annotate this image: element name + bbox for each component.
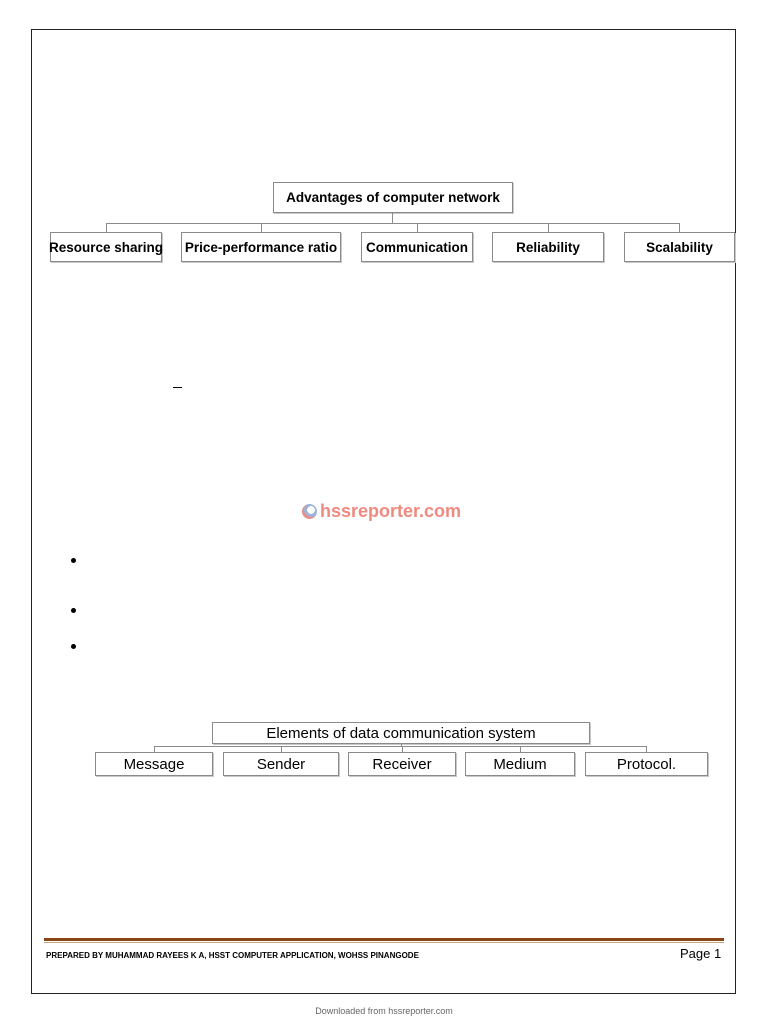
element-receiver: Receiver xyxy=(348,752,456,776)
footer-rule xyxy=(44,938,724,941)
element-message: Message xyxy=(95,752,213,776)
download-note: Downloaded from hssreporter.com xyxy=(315,1006,453,1016)
element-sender: Sender xyxy=(223,752,339,776)
advantage-price-performance: Price-performance ratio xyxy=(181,232,341,262)
watermark-text: hssreporter.com xyxy=(320,501,462,521)
advantage-resource-sharing: Resource sharing xyxy=(50,232,162,262)
connector-stem xyxy=(392,213,393,223)
connector-drop xyxy=(106,223,107,232)
hssreporter-logo-icon xyxy=(302,504,317,519)
connector-bar xyxy=(154,746,646,747)
watermark xyxy=(302,501,461,522)
connector-drop xyxy=(679,223,680,232)
page-number: Page 1 xyxy=(680,946,722,961)
connector-bar xyxy=(106,223,680,224)
elements-root-box: Elements of data communication system xyxy=(212,722,590,744)
connector-drop xyxy=(548,223,549,232)
bullet-point xyxy=(71,644,76,649)
footer-credit: PREPARED BY MUHAMMAD RAYEES K A, HSST COMPUTER APPLICATION, WOHSS PINANGODE xyxy=(46,951,419,960)
element-protocol: Protocol. xyxy=(585,752,708,776)
advantages-root-box: Advantages of computer network xyxy=(273,182,513,213)
advantage-scalability: Scalability xyxy=(624,232,735,262)
advantage-communication: Communication xyxy=(361,232,473,262)
connector-drop xyxy=(261,223,262,232)
advantage-reliability: Reliability xyxy=(492,232,604,262)
connector-drop xyxy=(417,223,418,232)
dash-mark xyxy=(173,387,182,388)
footer-rule-thin xyxy=(44,942,724,943)
bullet-point xyxy=(71,558,76,563)
bullet-point xyxy=(71,608,76,613)
element-medium: Medium xyxy=(465,752,575,776)
